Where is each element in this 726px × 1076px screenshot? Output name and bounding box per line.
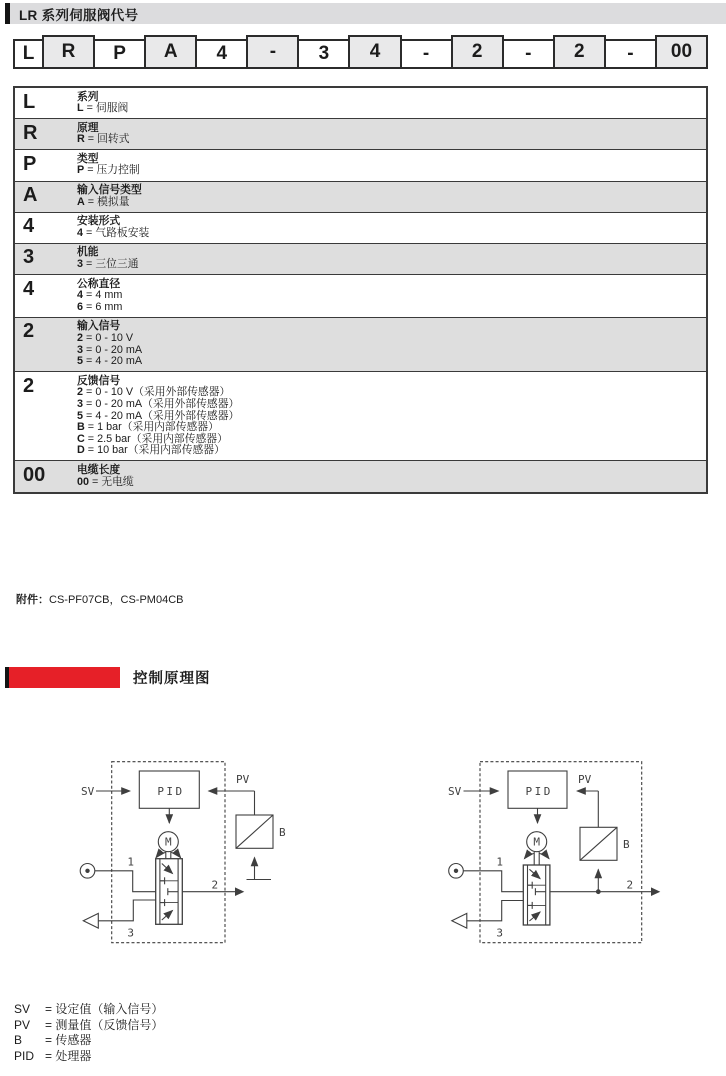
port2-arrowhead	[651, 887, 660, 896]
row-value-line: 00 = 无电缆	[77, 475, 134, 488]
pressure-source-dot	[454, 869, 458, 873]
code-cell: 2	[451, 35, 504, 69]
row-value-line: 5 = 4 - 20 mA（采用外部传感器）	[77, 409, 240, 422]
row-value-line: L = 伺服阀	[77, 102, 129, 115]
legend-value: = 设定值（输入信号）	[45, 1002, 164, 1016]
row-value-line: 2 = 0 - 10 V	[77, 332, 134, 344]
legend-row	[14, 1002, 163, 1018]
code-cell: -	[400, 39, 453, 69]
section2-banner	[5, 667, 211, 688]
rotary-arrow-left	[524, 854, 534, 859]
code-cell: -	[502, 39, 555, 69]
pid-label: PID	[525, 785, 553, 798]
sv-label: SV	[81, 785, 95, 798]
legend-row	[14, 1049, 163, 1065]
row-description	[77, 321, 706, 367]
row-code: L	[23, 90, 36, 113]
row-value-line: 5 = 4 - 20 mA	[77, 355, 143, 368]
code-cell: 00	[655, 35, 708, 69]
port3-line	[98, 900, 155, 921]
table-row	[15, 118, 706, 149]
pressure-source-dot	[85, 869, 89, 873]
legend-value: = 传感器	[45, 1033, 92, 1047]
exhaust-icon	[83, 913, 98, 928]
motor-label: M	[533, 835, 541, 849]
legend-key: PV	[14, 1017, 31, 1032]
attachment-value: CS-PF07CB，CS-PM04CB	[49, 594, 184, 606]
row-title: 输入信号	[77, 320, 121, 333]
row-description	[77, 216, 706, 239]
legend-row	[14, 1018, 163, 1034]
table-row	[15, 317, 706, 371]
row-value-line: R = 回转式	[77, 133, 130, 146]
sensor-label: B	[279, 826, 286, 839]
sensor-label: B	[623, 838, 630, 851]
row-title: 电缆长度	[77, 463, 121, 476]
row-code: 4	[23, 215, 35, 238]
row-value-line: P = 压力控制	[77, 164, 140, 177]
row-code: 2	[23, 320, 35, 343]
code-cell: 3	[297, 39, 350, 69]
code-box-row	[13, 35, 708, 69]
control-diagram-internal-sensor	[420, 750, 670, 950]
attachment-note	[16, 591, 183, 607]
section-header	[5, 3, 726, 24]
row-title: 原理	[77, 121, 99, 134]
exhaust-icon	[452, 913, 467, 928]
row-description	[77, 154, 706, 177]
row-description	[77, 92, 706, 115]
table-row	[15, 371, 706, 460]
row-title: 反馈信号	[77, 374, 121, 387]
row-title: 类型	[77, 152, 99, 165]
table-row	[15, 149, 706, 180]
port3-line	[467, 901, 524, 921]
sv-label: SV	[448, 785, 462, 798]
row-description	[77, 247, 706, 270]
row-description	[77, 185, 706, 208]
motor-label: M	[164, 835, 172, 849]
row-title: 系列	[77, 90, 99, 103]
rotary-arrow-right	[171, 853, 181, 858]
row-description	[77, 123, 706, 146]
row-title: 输入信号类型	[77, 184, 142, 197]
code-table	[13, 86, 708, 494]
legend-key: B	[14, 1033, 23, 1047]
code-cell: -	[604, 39, 657, 69]
legend-row	[14, 1033, 163, 1049]
row-value-line: 6 = 6 mm	[77, 300, 123, 313]
code-cell: 4	[195, 39, 248, 69]
table-row	[15, 243, 706, 274]
rotary-arrow-right	[540, 854, 550, 859]
port1-label: 1	[127, 855, 134, 869]
pv-label: PV	[236, 773, 250, 786]
table-row	[15, 88, 706, 118]
row-code: A	[23, 184, 38, 207]
banner-red-block	[9, 667, 120, 688]
row-description	[77, 465, 706, 488]
table-row	[15, 460, 706, 491]
port3-label: 3	[496, 926, 503, 940]
row-description	[77, 279, 706, 314]
row-code: 00	[23, 463, 46, 486]
row-code: 3	[23, 246, 35, 269]
port1-line	[95, 871, 156, 892]
code-cell: A	[144, 35, 197, 69]
row-value-line: 4 = 气路板安装	[77, 226, 150, 239]
code-cell: P	[93, 39, 146, 69]
port1-label: 1	[496, 855, 503, 869]
code-cell: L	[13, 39, 44, 69]
row-description	[77, 376, 706, 457]
table-row	[15, 274, 706, 317]
rotary-arrow-left	[156, 853, 166, 858]
legend-key: SV	[14, 1002, 31, 1016]
pid-label: PID	[157, 785, 185, 798]
code-cell: 2	[553, 35, 606, 69]
port2-label: 2	[211, 878, 219, 892]
pv-label: PV	[578, 773, 592, 786]
attachment-label: 附件：	[16, 594, 49, 606]
control-diagram-external-sensor	[60, 750, 310, 950]
row-value-line: B = 1 bar（采用内部传感器）	[77, 421, 219, 434]
row-value-line: 2 = 0 - 10 V（采用外部传感器）	[77, 386, 231, 399]
port3-label: 3	[127, 926, 134, 940]
code-cell: 4	[348, 35, 401, 69]
row-code: 4	[23, 277, 35, 300]
legend	[14, 1002, 163, 1064]
banner-title: 控制原理图	[133, 671, 211, 687]
row-value-line: 4 = 4 mm	[77, 289, 123, 302]
row-value-line: 3 = 0 - 20 mA（采用外部传感器）	[77, 397, 240, 410]
section-title: LR 系列伺服阀代号	[10, 3, 726, 24]
table-row	[15, 212, 706, 243]
port2-label: 2	[626, 878, 634, 892]
code-cell: R	[42, 35, 95, 69]
row-code: 2	[23, 374, 35, 397]
port2-arrowhead	[235, 887, 244, 896]
row-title: 安装形式	[77, 215, 121, 228]
legend-value: = 处理器	[45, 1048, 92, 1063]
row-value-line: 3 = 三位三通	[77, 258, 139, 271]
row-code: P	[23, 152, 37, 175]
legend-value: = 测量值（反馈信号）	[45, 1017, 164, 1032]
legend-key: PID	[14, 1048, 35, 1063]
row-title: 公称直径	[77, 277, 121, 290]
row-value-line: A = 模拟量	[77, 195, 130, 208]
row-code: R	[23, 121, 38, 144]
row-value-line: C = 2.5 bar（采用内部传感器）	[77, 432, 228, 445]
row-value-line: 3 = 0 - 20 mA	[77, 343, 143, 356]
table-row	[15, 181, 706, 212]
row-title: 机能	[77, 246, 99, 259]
code-cell: -	[246, 35, 299, 69]
row-value-line: D = 10 bar（采用内部传感器）	[77, 444, 225, 457]
port1-line	[463, 871, 523, 892]
